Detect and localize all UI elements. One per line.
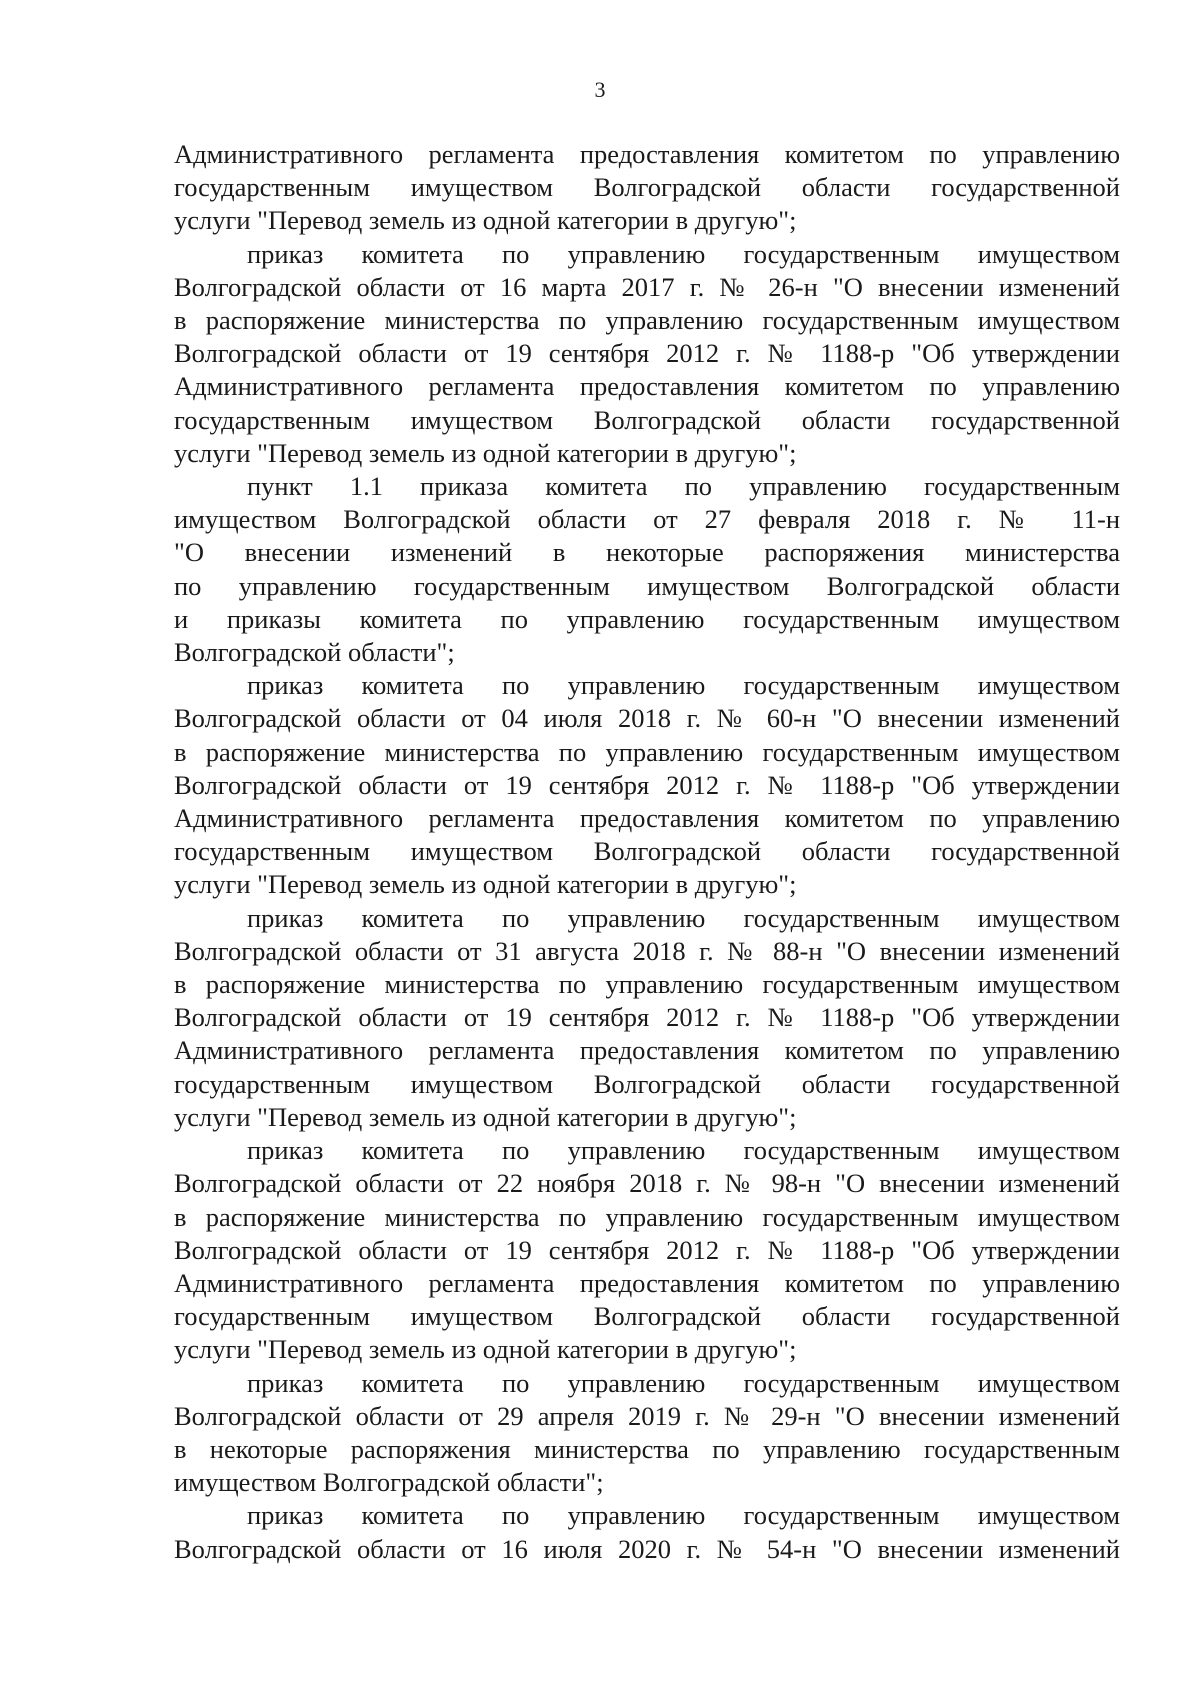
document-body	[174, 138, 1120, 1566]
text-line: государственным имуществом Волгоградской области государственной	[174, 404, 1120, 435]
text-line: услуги "Перевод земель из одной категории в другую";	[174, 1101, 797, 1132]
text-line: имуществом Волгоградской области от 27 февраля 2018 г. № 11-н	[174, 504, 1120, 535]
paragraph	[174, 238, 1120, 470]
paragraph	[174, 138, 1120, 238]
text-line: Волгоградской области от 16 марта 2017 г. № 26-н "О внесении изменений	[174, 271, 1120, 302]
text-line: Административного регламента предоставления комитетом по управлению	[174, 1035, 1120, 1066]
text-line: приказ комитета по управлению государственным имуществом	[247, 670, 1120, 701]
text-line: в распоряжение министерства по управлению государственным имуществом	[174, 736, 1120, 767]
text-line: государственным имуществом Волгоградской области государственной	[174, 172, 1120, 203]
text-line: в распоряжение министерства по управлению государственным имуществом	[174, 1201, 1120, 1232]
text-line: приказ комитета по управлению государственным имуществом	[247, 1135, 1120, 1166]
text-line: услуги "Перевод земель из одной категории в другую";	[174, 437, 797, 468]
text-line: Административного регламента предоставления комитетом по управлению	[174, 1267, 1120, 1298]
text-line: государственным имуществом Волгоградской области государственной	[174, 1301, 1120, 1332]
paragraph	[174, 1499, 1120, 1565]
text-line: государственным имуществом Волгоградской области государственной	[174, 836, 1120, 867]
text-line: в некоторые распоряжения министерства по управлению государственным	[174, 1433, 1120, 1464]
text-line: Волгоградской области от 19 сентября 2012 г. № 1188-р "Об утверждении	[174, 769, 1120, 800]
text-line: Волгоградской области от 19 сентября 2012 г. № 1188-р "Об утверждении	[174, 338, 1120, 369]
text-line: Волгоградской области от 04 июля 2018 г. № 60-н "О внесении изменений	[174, 703, 1120, 734]
paragraph	[174, 1367, 1120, 1500]
text-line: государственным имуществом Волгоградской области государственной	[174, 1068, 1120, 1099]
page-number: 3	[594, 77, 606, 102]
paragraph	[174, 902, 1120, 1134]
text-line: услуги "Перевод земель из одной категории в другую";	[174, 205, 797, 236]
text-line: приказ комитета по управлению государственным имуществом	[247, 902, 1120, 933]
text-line: Волгоградской области от 22 ноября 2018 г. № 98-н "О внесении изменений	[174, 1168, 1120, 1199]
text-line: Административного регламента предоставления комитетом по управлению	[174, 139, 1120, 169]
text-line: приказ комитета по управлению государственным имуществом	[247, 1500, 1120, 1531]
text-line: Волгоградской области";	[174, 637, 455, 668]
text-line: имуществом Волгоградской области";	[174, 1467, 604, 1498]
text-line: Волгоградской области от 19 сентября 2012 г. № 1188-р "Об утверждении	[174, 1002, 1120, 1033]
paragraph	[174, 669, 1120, 901]
text-line: услуги "Перевод земель из одной категории в другую";	[174, 1334, 797, 1365]
text-line: Волгоградской области от 19 сентября 2012 г. № 1188-р "Об утверждении	[174, 1234, 1120, 1265]
text-line: Волгоградской области от 31 августа 2018 г. № 88-н "О внесении изменений	[174, 935, 1120, 966]
text-line: Волгоградской области от 16 июля 2020 г. № 54-н "О внесении изменений	[174, 1533, 1120, 1564]
text-line: в распоряжение министерства по управлению государственным имуществом	[174, 305, 1120, 336]
text-line: "О внесении изменений в некоторые распоряжения министерства	[174, 537, 1120, 568]
text-line: приказ комитета по управлению государственным имуществом	[247, 1367, 1120, 1398]
text-line: в распоряжение министерства по управлению государственным имуществом	[174, 969, 1120, 1000]
text-line: приказ комитета по управлению государственным имуществом	[247, 238, 1120, 269]
text-line: Административного регламента предоставления комитетом по управлению	[174, 803, 1120, 834]
paragraph	[174, 470, 1120, 669]
text-line: услуги "Перевод земель из одной категории в другую";	[174, 869, 797, 900]
text-line: и приказы комитета по управлению государственным имуществом	[174, 603, 1120, 634]
text-line: Административного регламента предоставления комитетом по управлению	[174, 371, 1120, 402]
paragraph	[174, 1134, 1120, 1366]
text-line: Волгоградской области от 29 апреля 2019 г. № 29-н "О внесении изменений	[174, 1400, 1120, 1431]
text-line: пункт 1.1 приказа комитета по управлению государственным	[247, 471, 1120, 502]
text-line: по управлению государственным имуществом Волгоградской области	[174, 570, 1120, 601]
